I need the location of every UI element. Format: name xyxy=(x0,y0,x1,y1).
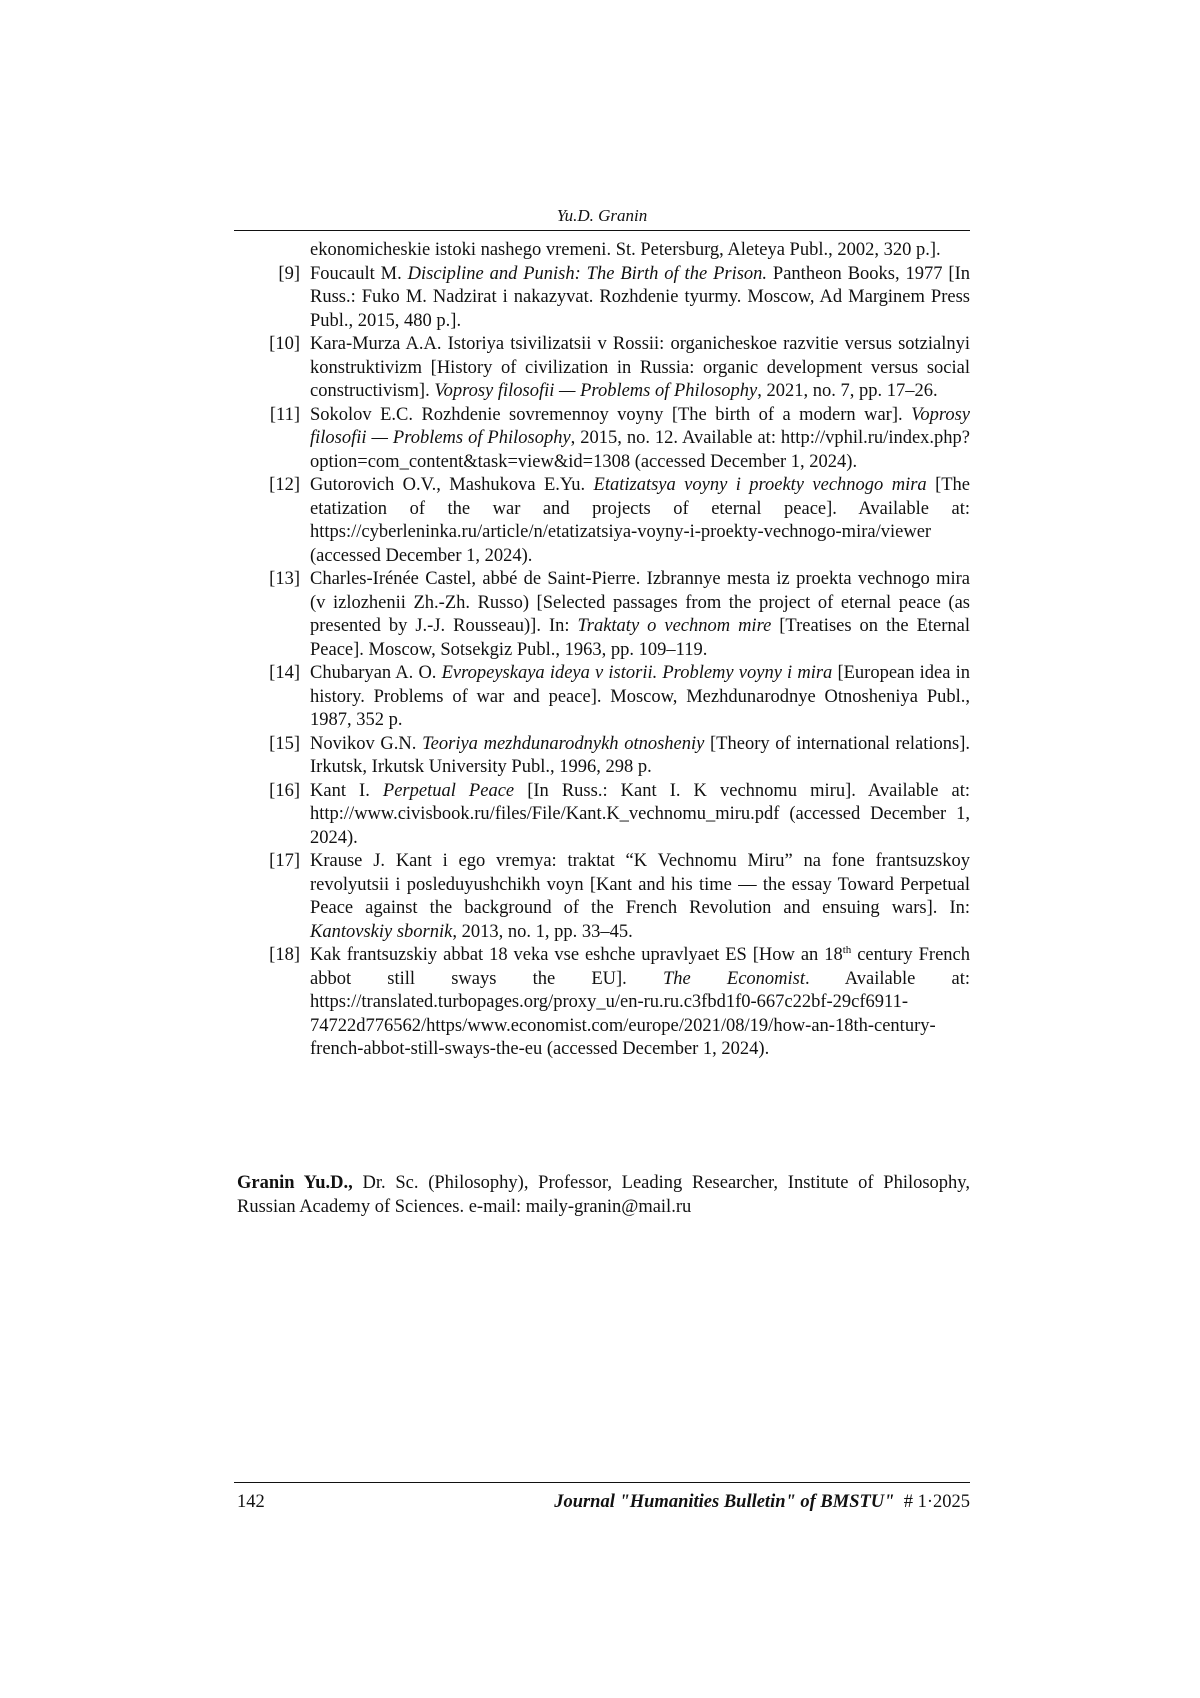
reference-title: Discipline and Punish: The Birth of the Prison. xyxy=(407,263,768,284)
reference-item xyxy=(234,474,970,568)
reference-segment: Kak frantsuzskiy abbat 18 veka vse eshche upravlyaet ES [How an 18 xyxy=(310,945,843,965)
footer-rule xyxy=(234,1482,970,1483)
reference-item xyxy=(234,239,970,263)
reference-segment: [In Russ.: Kant I. K vechnomu miru]. Available at: http://www.civisbook.ru/files/File/Kant.K_vechnomu_miru.pdf (accessed December 1, 2024). xyxy=(310,780,971,848)
reference-item xyxy=(234,944,970,1062)
reference-title: The Economist xyxy=(662,968,806,989)
reference-text xyxy=(310,781,970,848)
reference-title: Evropeyskaya ideya v istorii. Problemy voyny i mira xyxy=(441,663,833,683)
reference-segment: Krause J. Kant i ego vremya: traktat “K Vechnomu Miru” na fone frantsuzskoy revolyutsii i posleduyushchikh voyn [Kant and his time — the essay Toward Perpetual Peace against the background of the French Revolution and ensuing wars]. In: xyxy=(310,851,970,918)
reference-segment: century French abbot still sways the EU]. xyxy=(310,945,970,989)
reference-title: Traktaty o vechnom mire xyxy=(577,616,772,636)
reference-title: Perpetual Peace xyxy=(382,780,515,801)
reference-title: Etatizatsya voyny i proekty vechnogo mira xyxy=(593,475,927,495)
reference-text xyxy=(310,663,970,730)
reference-segment: [Treatises on the Eternal Peace]. Moscow, Sotsekgiz Publ., 1963, pp. 109–119. xyxy=(310,616,970,660)
reference-number: [11] xyxy=(269,404,300,425)
reference-segment: Novikov G.N. xyxy=(310,733,423,754)
reference-segment: ekonomicheskie istoki nashego vremeni. St. Petersburg, Aleteya Publ., 2002, 320 p.]. xyxy=(310,240,941,260)
reference-segment: [The etatization of the war and projects of eternal peace]. Available at: https://cyberleninka.ru/article/n/etatizatsiya-voyny-i-proekty-vechnogo-mira/viewer (accessed December 1, 2024). xyxy=(310,475,970,566)
reference-text xyxy=(310,734,970,778)
reference-list xyxy=(234,239,970,1062)
reference-number: [12] xyxy=(269,475,300,495)
reference-segment: , 2021, no. 7, pp. 17–26. xyxy=(757,381,938,401)
reference-number: [16] xyxy=(269,780,300,801)
reference-segment: Sokolov E.C. Rozhdenie sovremennoy voyny [The birth of a modern war]. xyxy=(310,404,912,425)
author-info xyxy=(237,1172,970,1219)
reference-segment: [European idea in history. Problems of war and peace]. Moscow, Mezhdunarodnye Otnosheniya Publ., 1987, 352 p. xyxy=(310,663,971,730)
running-head: Yu.D. Granin xyxy=(556,206,648,225)
reference-item xyxy=(234,568,970,662)
reference-text xyxy=(310,945,970,1059)
reference-number: [13] xyxy=(269,569,300,589)
reference-text xyxy=(310,475,970,566)
reference-number: [15] xyxy=(269,733,300,754)
reference-segment: [Theory of international relations]. Irkutsk, Irkutsk University Publ., 1996, 298 p. xyxy=(310,733,970,777)
journal-name: Journal "Humanities Bulletin" of BMSTU" xyxy=(554,1492,895,1512)
reference-segment: , 2013, no. 1, pp. 33–45. xyxy=(452,921,633,942)
reference-text xyxy=(310,334,970,401)
reference-number: [18] xyxy=(269,945,300,965)
reference-segment: . Available at: https://translated.turbopages.org/proxy_u/en-ru.ru.c3fbd1f0-667c22bf-29cf6911-74722d776562/https/www.economist.com/europe/2021/08/19/how-an-18th-century-french-abbot-still-sways-the-eu (accessed December 1, 2024). xyxy=(310,968,970,1059)
reference-segment: Chubaryan A. O. xyxy=(310,663,442,683)
journal-info xyxy=(554,1489,970,1515)
reference-segment: , 2015, no. 12. Available at: http://vphil.ru/index.php?option=com_content&task=view&id=1308 (accessed December 1, 2024). xyxy=(310,428,971,472)
reference-text xyxy=(310,851,970,942)
reference-number: [14] xyxy=(269,663,300,683)
reference-segment: Foucault M. xyxy=(310,263,408,284)
reference-segment: Kant I. xyxy=(310,780,383,801)
reference-segment: Gutorovich O.V., Mashukova E.Yu. xyxy=(310,475,594,495)
reference-title: Kantovskiy sbornik xyxy=(310,921,453,942)
reference-item xyxy=(234,404,970,475)
reference-text xyxy=(310,240,941,260)
reference-segment: Charles-Irénée Castel, abbé de Saint-Pierre. Izbrannye mesta iz proekta vechnogo mira (v izlozhenii Zh.-Zh. Russo) [Selected passages from the project of eternal peace (as presented by J.-J. Rousseau)]. In: xyxy=(310,569,970,636)
author-details: Dr. Sc. (Philosophy), Professor, Leading Researcher, Institute of Philosophy, Russian Academy of Sciences. e-mail: maily-granin@mail.ru xyxy=(237,1173,970,1217)
issue-number: # 1·2025 xyxy=(903,1492,970,1512)
page-number: 142 xyxy=(237,1492,265,1512)
reference-text xyxy=(310,569,970,660)
reference-text xyxy=(310,405,970,472)
reference-item xyxy=(234,263,970,334)
reference-title: Voprosy filosofii — Problems of Philosophy xyxy=(310,404,970,448)
reference-number: [10] xyxy=(269,334,300,354)
reference-number: [17] xyxy=(269,851,300,871)
header-rule xyxy=(234,230,970,231)
reference-text xyxy=(310,264,970,331)
reference-item xyxy=(234,662,970,733)
reference-segment: Pantheon Books, 1977 [In Russ.: Fuko M. Nadzirat i nakazyvat. Rozhdenie tyurmy. Moscow, Ad Marginem Press Publ., 2015, 480 p.]. xyxy=(310,263,970,331)
reference-item xyxy=(234,780,970,851)
author-name: Granin Yu.D., xyxy=(237,1173,353,1193)
reference-item xyxy=(234,850,970,944)
reference-item xyxy=(234,333,970,404)
page-footer xyxy=(237,1489,970,1515)
reference-item xyxy=(234,733,970,780)
reference-segment: Kara-Murza A.A. Istoriya tsivilizatsii v Rossii: organicheskoe razvitie versus sotzialnyi konstruktivizm [History of civilization in Russia: organic development versus social constructivism]. xyxy=(310,334,970,401)
reference-title: Voprosy filosofii — Problems of Philosophy xyxy=(434,381,758,401)
reference-title: Teoriya mezhdunarodnykh otnosheniy xyxy=(422,733,705,754)
reference-number: [9] xyxy=(278,263,300,284)
superscript: th xyxy=(842,943,852,956)
